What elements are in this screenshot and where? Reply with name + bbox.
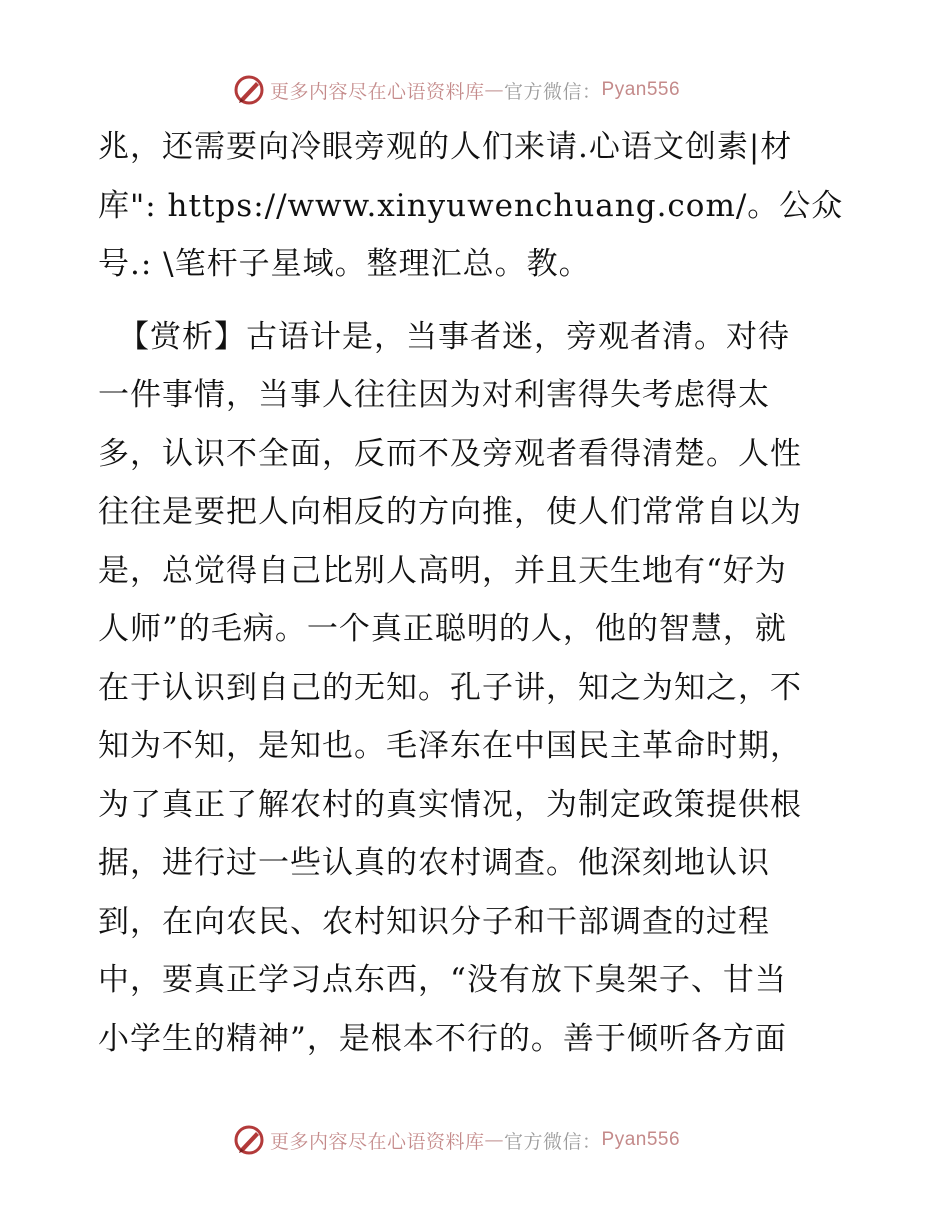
banner-main-text: 更多内容尽在心语资料库 [270, 80, 485, 103]
text-line: 往往是要把人向相反的方向推，使人们常常自以为 [98, 494, 802, 530]
banner-official-label: 官方微信： [504, 80, 602, 103]
text-line: 据，进行过一些认真的农村调查。他深刻地认识 [98, 845, 770, 881]
text-line: 一件事情，当事人往往因为对利害得失考虑得太 [98, 377, 770, 413]
text-line: 多，认识不全面，反而不及旁观者看得清楚。人性 [98, 435, 802, 472]
text-line: 是，总觉得自己比别人高明，并且天生地有“好为 [98, 552, 787, 589]
banner-wechat-id: Pyan556 [601, 1129, 681, 1150]
text-line: 小学生的精神”，是根本不行的。善于倾听各方面 [98, 1020, 787, 1057]
text-line: 中，要真正学习点东西，“没有放下臭架子、甘当 [98, 962, 787, 998]
document-body [98, 118, 858, 1068]
banner-dash: — [484, 1129, 505, 1151]
text-line: 到，在向农民、农村知识分子和干部调查的过程 [98, 903, 770, 940]
text-line: 号.: \笔杆子星域。整理汇总。教。 [98, 246, 591, 282]
banner-official-label: 官方微信： [504, 1130, 602, 1153]
text-line: 库": https://www.xinyuwenchuang.com/。公众 [98, 187, 844, 224]
text-line: 知为不知，是知也。毛泽东在中国民主革命时期， [98, 728, 802, 764]
text-line: 为了真正了解农村的真实情况，为制定政策提供根 [98, 786, 802, 823]
pen-logo-icon [232, 73, 266, 107]
text-line: 【赏析】古语计是，当事者迷，旁观者清。对待 [118, 318, 790, 355]
text-line: 兆，还需要向冷眼旁观的人们来请.心语文创素|材 [98, 129, 793, 165]
text-line: 在于认识到自己的无知。孔子讲，知之为知之，不 [98, 669, 802, 706]
banner-main-text: 更多内容尽在心语资料库 [270, 1130, 485, 1153]
header-banner [232, 72, 752, 108]
pen-logo-icon [232, 1123, 266, 1157]
paragraph-appreciation [98, 308, 858, 1069]
footer-banner [232, 1122, 752, 1158]
text-line: 人师”的毛病。一个真正聪明的人，他的智慧，就 [98, 611, 787, 647]
banner-dash: — [484, 79, 505, 101]
paragraph-continuation [98, 118, 858, 294]
banner-wechat-id: Pyan556 [601, 79, 681, 100]
